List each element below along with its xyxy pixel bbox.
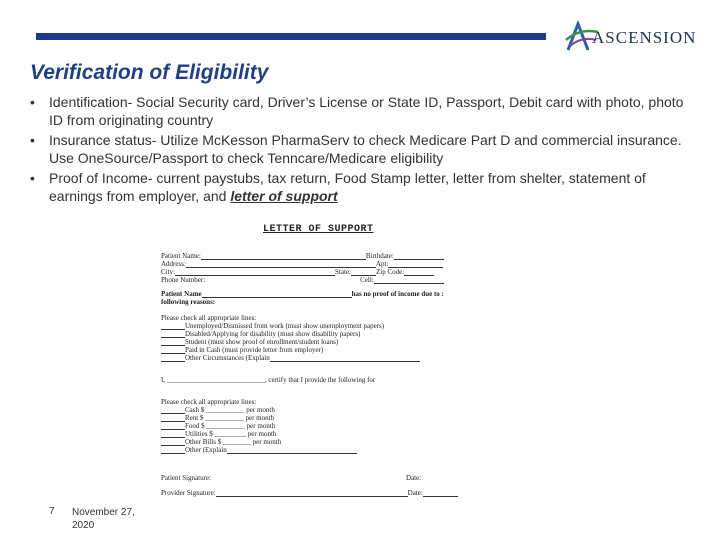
bullet-insurance-status — [30, 132, 690, 167]
letter-label: Zip Code: — [375, 268, 405, 276]
letter-support-item — [161, 446, 357, 454]
letter-of-support-image — [155, 222, 495, 504]
bullet-proof-of-income — [30, 170, 690, 205]
letter-label: Please check all appropriate lines: — [161, 398, 257, 406]
letter-label: Patient Signature: — [161, 474, 211, 482]
letter-label: Food $ ___________ per month — [185, 422, 276, 430]
letter-label: Date: — [405, 474, 422, 482]
letter-row-address — [161, 260, 443, 268]
letter-label: Paid in Cash (must provide letter from employer) — [185, 346, 324, 354]
letter-support-item — [161, 438, 281, 446]
letter-label: Please check all appropriate lines: — [161, 314, 257, 322]
letter-row-check-1 — [161, 314, 256, 322]
letter-label: Date: — [407, 489, 423, 497]
letter-row-certify — [161, 376, 375, 384]
letter-support-item — [161, 430, 276, 438]
letter-row-phone — [161, 276, 444, 284]
bullet-text: Proof of Income- current paystubs, tax return, Food Stamp letter, letter from shelter, statement of earnings from employer, and — [49, 170, 646, 204]
letter-title: LETTER OF SUPPORT — [263, 224, 374, 235]
letter-label: Utilities $ _________ per month — [185, 430, 277, 438]
letter-label: Other Circumstances (Explain — [185, 354, 270, 362]
letter-label: Birthdate: — [365, 252, 394, 260]
letter-label: Unemployed/Dismissed from work (must show unemployment papers) — [185, 322, 385, 330]
header-bar — [36, 33, 546, 40]
letter-label: Other (Explain — [185, 446, 227, 454]
bullet-dot-icon: • — [30, 94, 35, 110]
letter-support-item — [161, 406, 275, 414]
letter-row-no-proof — [161, 290, 444, 298]
ascension-logo — [560, 16, 710, 56]
letter-of-support-phrase: letter of support — [230, 187, 338, 204]
letter-label: Cash $ ___________ per month — [185, 406, 275, 414]
letter-row-check-2 — [161, 398, 256, 406]
bullet-list — [30, 94, 690, 208]
letter-label: following reasons: — [161, 298, 216, 306]
bullet-dot-icon: • — [30, 170, 35, 186]
letter-label: Cell: — [360, 276, 374, 284]
letter-label: Apt: — [375, 260, 389, 268]
slide-number: 7 — [49, 506, 55, 517]
letter-label: Disabled/Applying for disability (must show disability papers) — [185, 330, 361, 338]
letter-row-patient-signature — [161, 474, 421, 482]
letter-reason-item — [161, 322, 384, 330]
page-title: Verification of Eligibility — [30, 61, 269, 84]
letter-label: City: — [161, 268, 176, 276]
letter-reason-item — [161, 330, 360, 338]
letter-label: has no proof of income due to : — [351, 290, 444, 298]
bullet-identification — [30, 94, 690, 129]
letter-support-item — [161, 414, 274, 422]
letter-reason-item — [161, 346, 323, 354]
letter-support-item — [161, 422, 275, 430]
letter-label: Student (must show proof of enrollment/student loans) — [185, 338, 339, 346]
footer-date: November 27, 2020 — [72, 507, 135, 531]
letter-reason-item — [161, 354, 420, 362]
letter-label: State: — [335, 268, 351, 276]
letter-label: Provider Signature: — [161, 489, 216, 497]
bullet-text: Insurance status- Utilize McKesson PharmaServ to check Medicare Part D and commercial insurance. Use OneSource/Passport to check Tenncare/Medicare eligibility — [49, 132, 682, 166]
bullet-text: Identification- Social Security card, Driver’s License or State ID, Passport, Debit card with photo, photo ID from originating country — [49, 94, 684, 128]
letter-row-patient — [161, 252, 444, 260]
letter-row-city — [161, 268, 434, 276]
letter-label: Other Bills $ ________ per month — [185, 438, 282, 446]
logo-wordmark: ASCENSION — [592, 28, 697, 47]
bullet-dot-icon: • — [30, 132, 35, 148]
letter-row-provider-signature — [161, 489, 458, 497]
letter-label: I, ____________________________, certify that I provide the following for — [161, 376, 376, 384]
letter-row-reasons-heading — [161, 298, 215, 306]
letter-label: Address: — [161, 260, 186, 268]
letter-label: Phone Number: — [161, 276, 206, 284]
letter-label: Patient Name: — [161, 252, 201, 260]
letter-label: Patient Name — [161, 290, 202, 298]
letter-label: Rent $ ___________ per month — [185, 414, 275, 422]
letter-reason-item — [161, 338, 338, 346]
